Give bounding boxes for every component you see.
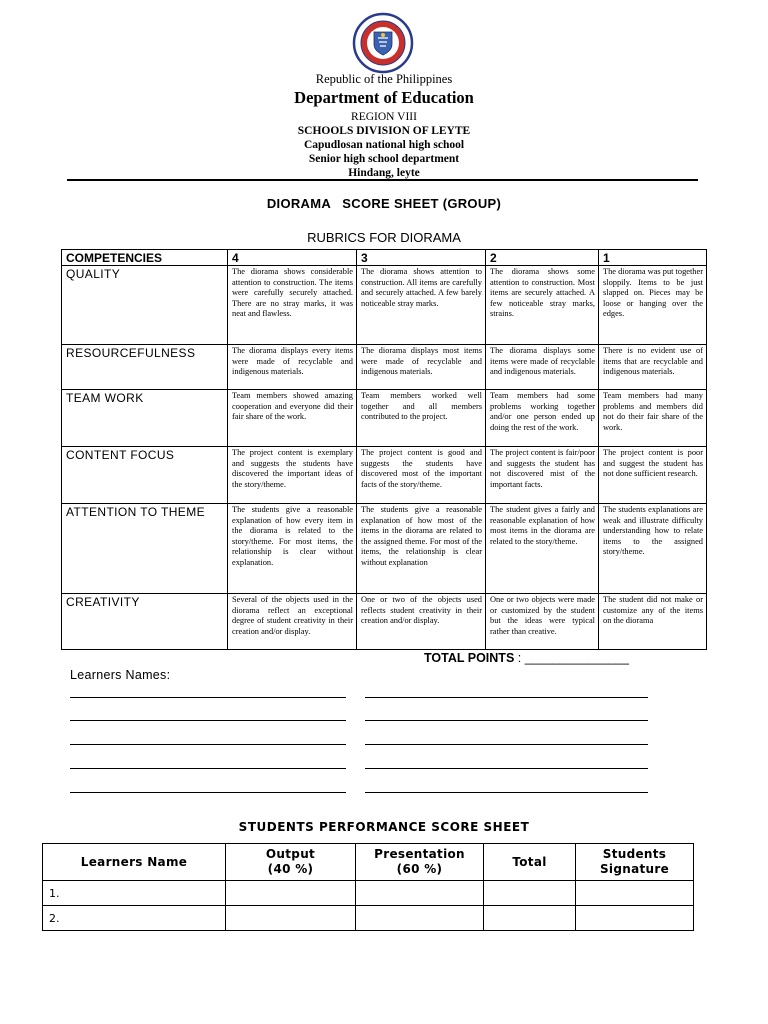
rubric-cell: The students explanations are weak and illustrate difficulty understanding how to relate items to the assigned story/theme. [599,504,707,594]
learner-name-line[interactable] [70,697,346,698]
total-cell[interactable] [484,906,576,931]
rubric-cell: The student did not make or customize any of the items on the diorama [599,594,707,650]
rubric-cell: The student gives a fairly and reasonable explanation of how most items in the diorama are related to the story/theme. [486,504,599,594]
rubric-table [61,249,707,650]
learner-name-line[interactable] [70,768,346,769]
rubrics-title: RUBRICS FOR DIORAMA [307,230,461,245]
rubric-row-creativity [62,594,707,650]
total-points-separator: : [514,651,525,665]
header-score-4: 4 [228,250,357,266]
output-cell[interactable] [226,906,356,931]
rubric-cell: The diorama shows some attention to construction. Most items are securely attached. A few noticeable stray marks, strains. [486,266,599,345]
rubric-cell: The diorama shows attention to construction. All items are carefully and securely attached. A few barely noticeable stray marks. [357,266,486,345]
rubric-cell: Team members worked well together and all members contributed to the project. [357,390,486,447]
header-competencies: COMPETENCIES [62,250,228,266]
header-score-2: 2 [486,250,599,266]
rubric-cell: The diorama displays some items were made of recyclable and indigenous materials. [486,345,599,390]
rubric-cell: Several of the objects used in the diorama reflect an exceptional degree of student creativity in their creation and/or display. [228,594,357,650]
learner-name-line[interactable] [365,744,648,745]
rubric-cell: The diorama displays every items were made of recyclable and indigenous materials. [228,345,357,390]
location-text: Hindang, leyte [348,167,420,179]
rubric-cell: Team members had some problems working together and/or one person ended up doing the rest of the work. [486,390,599,447]
table-row [43,906,694,931]
division-text: SCHOOLS DIVISION OF LEYTE [297,125,471,137]
signature-cell[interactable] [576,881,694,906]
header-learners-name: Learners Name [43,844,226,881]
learners-names-label: Learners Names: [70,668,171,682]
rubric-cell: Team members had many problems and members did not do their fair share of the work. [599,390,707,447]
total-points [424,651,629,665]
total-cell[interactable] [484,881,576,906]
rubric-cell: The diorama was put together sloppily. Items to be just slapped on. Pieces may be loose or hanging over the edges. [599,266,707,345]
header-divider [67,179,698,181]
region-text: REGION VIII [351,111,417,123]
rubric-cell: One or two of the objects used reflects student creativity in their creation and/or display. [357,594,486,650]
signature-cell[interactable] [576,906,694,931]
performance-table [42,843,694,931]
rubric-cell: Team members showed amazing cooperation and everyone did their fair share of the work. [228,390,357,447]
header-total: Total [484,844,576,881]
learner-name-line[interactable] [70,720,346,721]
learner-name-line[interactable] [70,792,346,793]
header-students-signature: Students Signature [576,844,694,881]
performance-header-row [43,844,694,881]
row-number[interactable]: 1. [43,881,226,906]
competency-name: RESOURCEFULNESS [62,345,228,390]
header-presentation: Presentation (60 %) [356,844,484,881]
rubric-cell: The diorama shows considerable attention to construction. The items were carefully securely attached. There are no stray marks, it was neat and flawless. [228,266,357,345]
school-name: Capudlosan national high school [303,139,465,151]
learner-name-line[interactable] [365,697,648,698]
presentation-cell[interactable] [356,881,484,906]
competency-name: CREATIVITY [62,594,228,650]
department-name: Senior high school department [308,153,460,165]
performance-title: STUDENTS PERFORMANCE SCORE SHEET [238,820,530,834]
deped-seal-icon [345,12,421,74]
rubric-row-content-focus [62,447,707,504]
learner-name-line[interactable] [365,768,648,769]
competency-name: CONTENT FOCUS [62,447,228,504]
header-output: Output (40 %) [226,844,356,881]
learner-name-line[interactable] [365,792,648,793]
total-points-label: TOTAL POINTS [424,651,515,665]
rubric-cell: There is no evident use of items that are recyclable and indigenous materials. [599,345,707,390]
rubric-cell: The students give a reasonable explanation of how most of the items in the diorama are related to the assigned theme. For most of the items, the relationship is clear without explanation [357,504,486,594]
rubric-row-attention-to-theme [62,504,707,594]
rubric-cell: The diorama displays most items were made of recyclable and indigenous materials. [357,345,486,390]
competency-name: QUALITY [62,266,228,345]
rubric-row-quality [62,266,707,345]
presentation-cell[interactable] [356,906,484,931]
header-score-1: 1 [599,250,707,266]
republic-text: Republic of the Philippines [315,72,453,86]
competency-name: TEAM WORK [62,390,228,447]
output-cell[interactable] [226,881,356,906]
rubric-cell: The project content is fair/poor and suggests the student has not discovered mist of the important facts. [486,447,599,504]
department-title: Department of Education [294,88,474,107]
rubric-cell: One or two objects were made or customized by the student but the ideas were typical rather than creative. [486,594,599,650]
competency-name: ATTENTION TO THEME [62,504,228,594]
rubric-row-resourcefulness [62,345,707,390]
rubric-cell: The project content is exemplary and suggests the students have discovered the important ideas of the story/theme. [228,447,357,504]
rubric-cell: The project content is good and suggests the students have discovered most of the important facts of the story/theme. [357,447,486,504]
table-row [43,881,694,906]
rubric-cell: The students give a reasonable explanation of how every item in the diorama is related to the story/theme. For most items, the relationship is clear without explanation. [228,504,357,594]
rubric-row-team-work [62,390,707,447]
score-sheet-title: DIORAMA SCORE SHEET (GROUP) [266,196,502,211]
row-number[interactable]: 2. [43,906,226,931]
header-score-3: 3 [357,250,486,266]
letterhead [0,72,768,180]
rubric-cell: The project content is poor and suggest the student has not done sufficient research. [599,447,707,504]
total-points-blank: _______________ [524,651,629,665]
rubric-header-row [62,250,707,266]
learner-name-line[interactable] [70,744,346,745]
learner-name-line[interactable] [365,720,648,721]
